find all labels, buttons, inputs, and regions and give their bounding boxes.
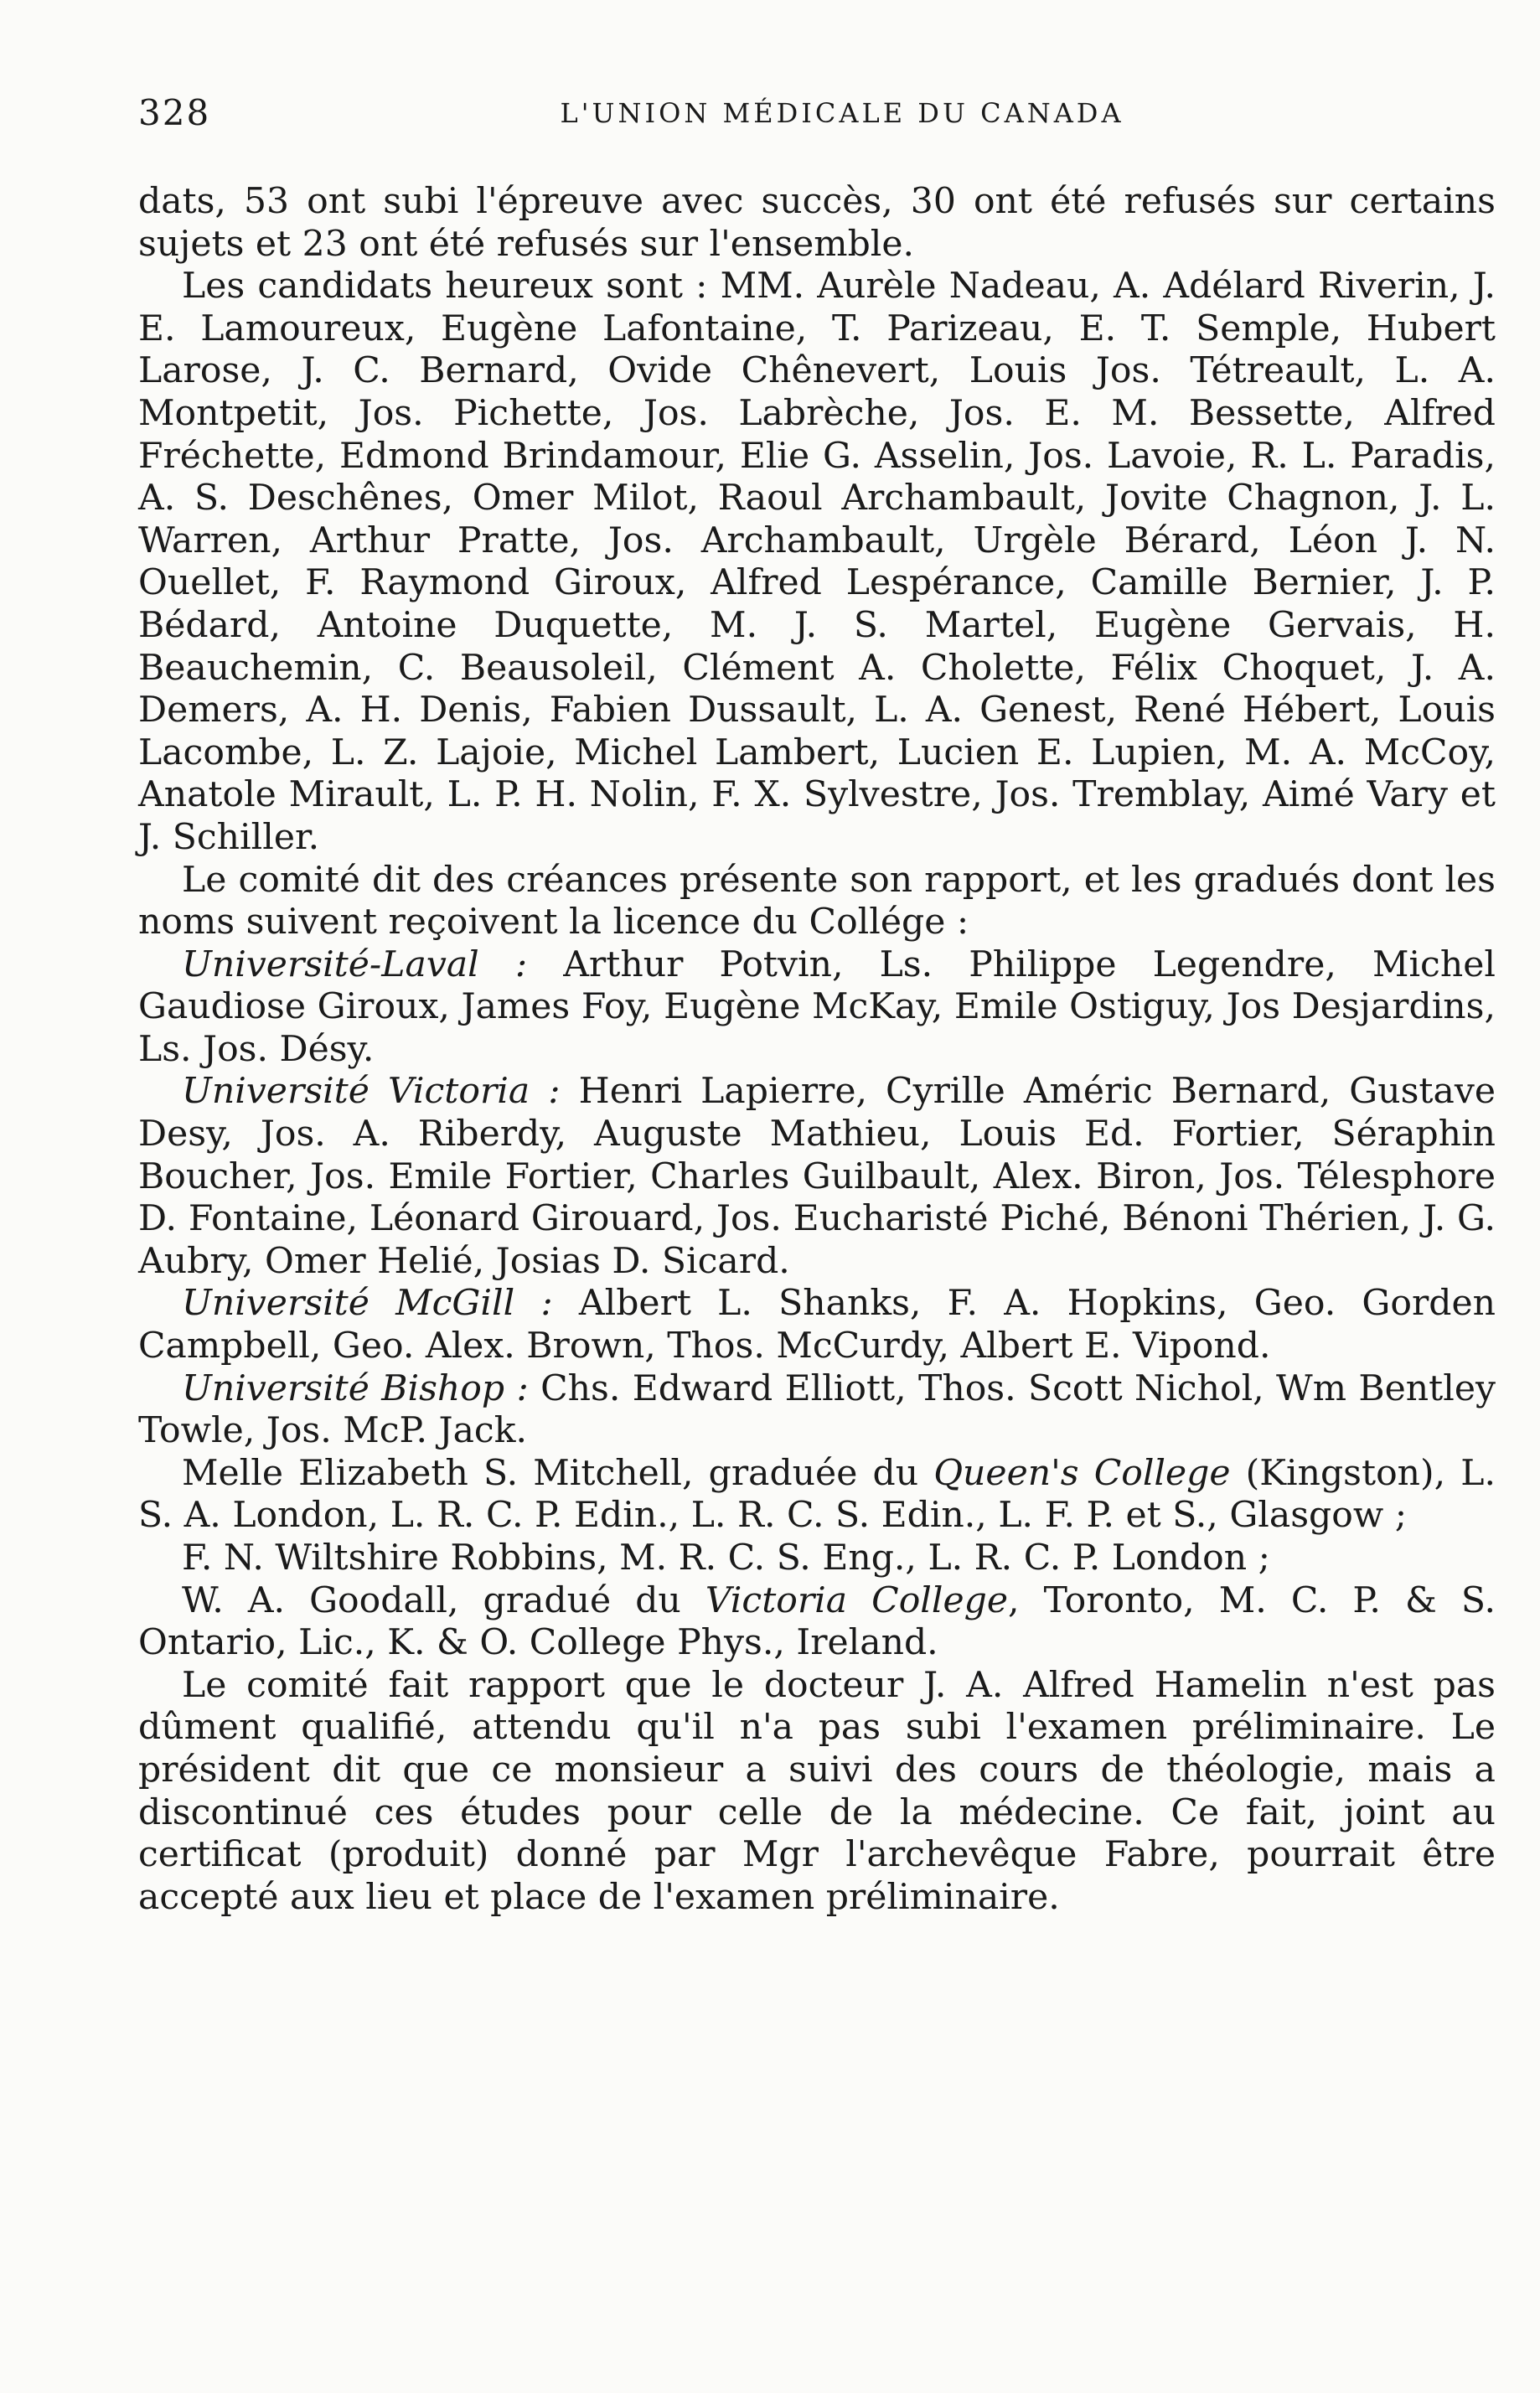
mitchell-text-after: (Kingston), L. S. A. London, L. R. C. P. Edin., L. R. C. S. Edin., L. F. P. et S., Glasgow ; (138, 1452, 1496, 1537)
page-header (138, 92, 1496, 142)
college-name-victoria: Victoria College (705, 1579, 1008, 1621)
graduates-mcgill: Albert L. Shanks, F. A. Hopkins, Geo. Gorden Campbell, Geo. Alex. Brown, Thos. McCurdy, Albert E. Vipond. (138, 1283, 1496, 1367)
paragraph-universite-laval (138, 944, 1496, 1072)
university-label-mcgill: Université McGill : (182, 1283, 553, 1325)
paragraph-mitchell (138, 1453, 1496, 1538)
paragraph-universite-mcgill (138, 1283, 1496, 1367)
paragraph-robbins: F. N. Wiltshire Robbins, M. R. C. S. Eng., L. R. C. P. London ; (182, 1538, 1270, 1579)
paragraph-successful-candidates: Les candidats heureux sont : MM. Aurèle Nadeau, A. Adélard Riverin, J. E. Lamoureux, Eugène Lafontaine, T. Parizeau, E. T. Semple, Hubert Larose, J. C. Bernard, Ovide Chênevert, Louis Jos. Tétreault, L. A. Montpetit, Jos. Pichette, Jos. Labrèche, Jos. E. M. Bessette, Alfred Fréchette, Edmond Brindamour, Elie G. Asselin, Jos. Lavoie, R. L. Paradis, A. S. Deschênes, Omer Milot, Raoul Archambault, Jovite Chagnon, J. L. Warren, Arthur Pratte, Jos. Archambault, Urgèle Bérard, Léon J. N. Ouellet, F. Raymond Giroux, Alfred Lespérance, Camille Bernier, J. P. Bédard, Antoine Duquette, M. J. S. Martel, Eugène Gervais, H. Beauchemin, C. Beausoleil, Clément A. Cholette, Félix Choquet, J. A. Demers, A. H. Denis, Fabien Dussault, L. A. Genest, René Hébert, Louis Lacombe, L. Z. Lajoie, Michel Lambert, Lucien E. Lupien, M. A. McCoy, Anatole Mirault, L. P. H. Nolin, F. X. Sylvestre, Jos. Tremblay, Aimé Vary et J. Schiller. (138, 266, 1496, 858)
running-title: L'UNION MÉDICALE DU CANADA (560, 97, 1124, 129)
goodall-text-after: , Toronto, M. C. P. & S. Ontario, Lic., K. & O. College Phys., Ireland. (138, 1579, 1496, 1664)
paragraph-universite-victoria (138, 1071, 1496, 1283)
paragraph-hamelin-report: Le comité fait rapport que le docteur J. A. Alfred Hamelin n'est pas dûment qualifié, attendu qu'il n'a pas subi l'examen préliminaire. Le président dit que ce monsieur a suivi des cours de théologie, mais a discontinué ces études pour celle de la médecine. Ce fait, joint au certificat (produit) donné par Mgr l'archevêque Fabre, pourrait être accepté aux lieu et place de l'examen préliminaire. (138, 1664, 1496, 1918)
university-label-victoria: Université Victoria : (182, 1071, 561, 1113)
paragraph-results-summary: dats, 53 ont subi l'épreuve avec succès, 30 ont été refusés sur certains sujets et 23 ont été refusés sur l'ensemble. (138, 181, 1496, 265)
body-text (138, 181, 1496, 1919)
document-page (138, 92, 1496, 2338)
paragraph-universite-bishop (138, 1368, 1496, 1453)
college-name-queens: Queen's College (933, 1452, 1231, 1494)
paragraph-credentials-committee: Le comité dit des créances présente son rapport, et les gradués dont les noms suivent reçoivent la licence du Collége : (138, 859, 1496, 943)
page-number: 328 (138, 92, 211, 133)
mitchell-text-before: Melle Elizabeth S. Mitchell, graduée du (182, 1452, 934, 1494)
university-label-bishop: Université Bishop : (182, 1367, 529, 1409)
graduates-bishop: Chs. Edward Elliott, Thos. Scott Nichol, Wm Bentley Towle, Jos. McP. Jack. (138, 1367, 1496, 1452)
paragraph-goodall (138, 1580, 1496, 1665)
graduates-victoria: Henri Lapierre, Cyrille Améric Bernard, Gustave Desy, Jos. A. Riberdy, Auguste Mathieu, Louis Ed. Fortier, Séraphin Boucher, Jos. Emile Fortier, Charles Guilbault, Alex. Biron, Jos. Télesphore D. Fontaine, Léonard Girouard, Jos. Eucharisté Piché, Bénoni Thérien, J. G. Aubry, Omer Helié, Josias D. Sicard. (138, 1071, 1496, 1282)
goodall-text-before: W. A. Goodall, gradué du (182, 1579, 705, 1621)
university-label-laval: Université-Laval : (182, 943, 528, 985)
graduates-laval: Arthur Potvin, Ls. Philippe Legendre, Michel Gaudiose Giroux, James Foy, Eugène McKay, Emile Ostiguy, Jos Desjardins, Ls. Jos. Désy. (138, 943, 1496, 1070)
